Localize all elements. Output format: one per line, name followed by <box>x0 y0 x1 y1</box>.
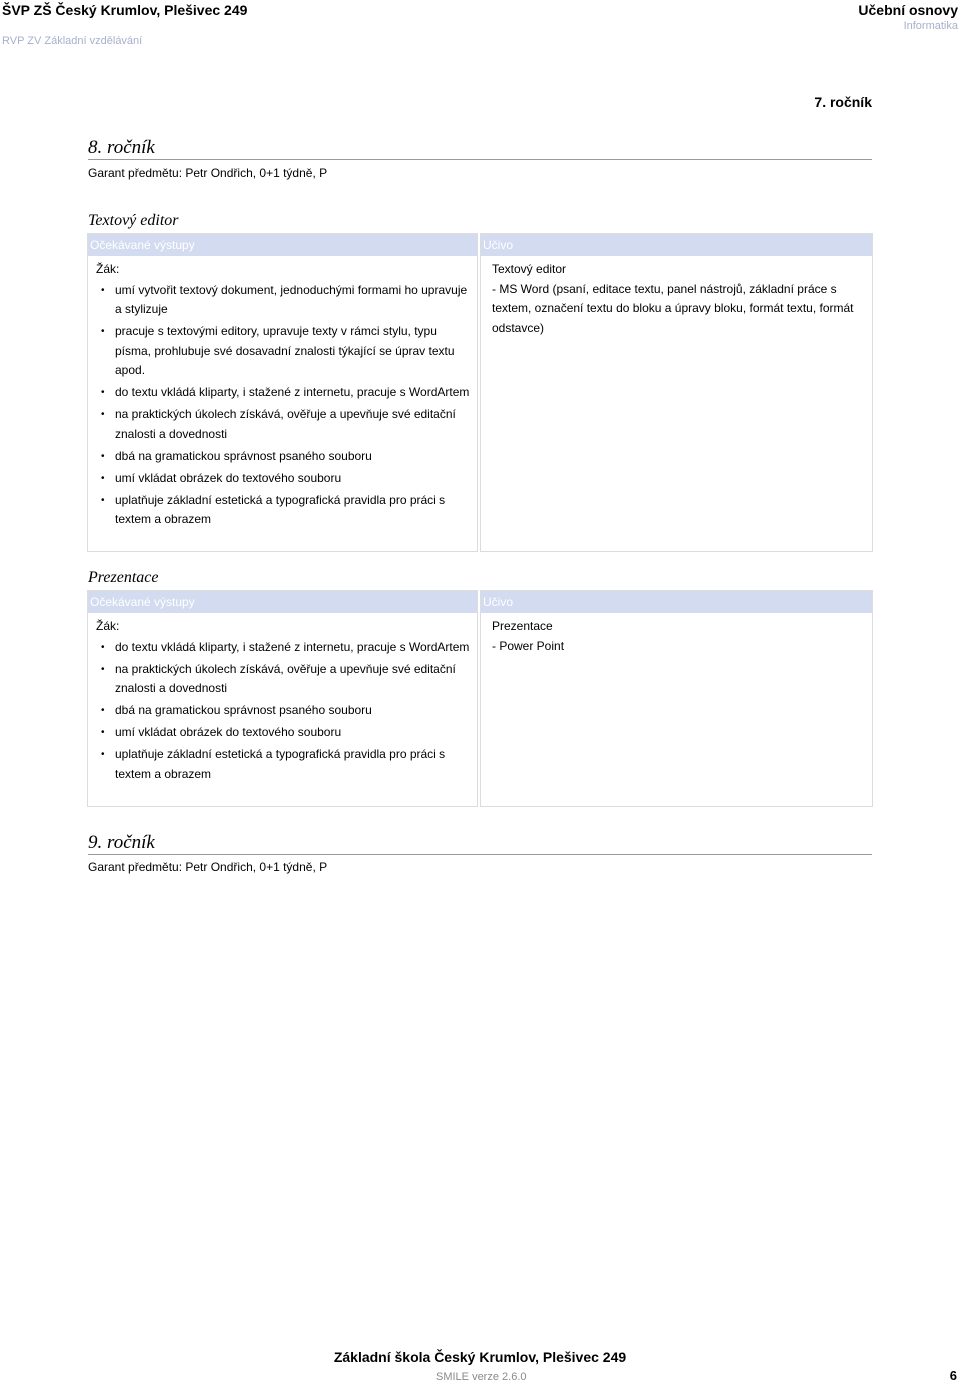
zak-label: Žák: <box>96 619 120 633</box>
outcome-item: • umí vkládat obrázek do textového souboru <box>96 469 473 489</box>
outcome-item: • na praktických úkolech získává, ověřuje a upevňuje své editační znalosti a dovednosti <box>101 407 456 441</box>
footer-version: SMILE verze 2.6.0 <box>436 1371 527 1383</box>
outcomes-column <box>87 233 478 552</box>
outcome-item: • uplatňuje základní estetická a typografická pravidla pro práci s textem a obrazem <box>101 747 446 781</box>
grade-8-garant: Garant předmětu: Petr Ondřich, 0+1 týdně, P <box>88 166 328 180</box>
outcome-item: • uplatňuje základní estetická a typografická pravidla pro práci s textem a obrazem <box>101 492 446 526</box>
bullet-icon: • <box>101 387 105 398</box>
bullet-icon: • <box>101 641 105 653</box>
bullet-icon: • <box>101 326 105 337</box>
bullet-icon: • <box>101 494 105 506</box>
outcome-item: • dbá na gramatickou správnost psaného souboru <box>96 701 473 721</box>
outcome-item: • do textu vkládá kliparty, i stažené z internetu, pracuje s WordArtem <box>96 383 473 403</box>
outcome-item: • pracuje s textovými editory, upravuje texty v rámci stylu, typu písma, prohlubuje své dosavadní znalosti týkající se úprav textu apod. <box>101 324 455 377</box>
ucivo-line: Textový editor <box>492 262 567 276</box>
bullet-icon: • <box>101 749 105 760</box>
previous-grade-label: 7. ročník <box>814 94 872 110</box>
ucivo-line: Prezentace <box>492 619 553 633</box>
bullet-icon: • <box>101 284 105 296</box>
ucivo-line: - MS Word (psaní, editace textu, panel nástrojů, základní práce s textem, označení textu do bloku a úpravy bloku, formát textu, formát odstavce) <box>492 281 854 335</box>
grade-9-garant: Garant předmětu: Petr Ondřich, 0+1 týdně, P <box>88 860 328 874</box>
bullet-icon: • <box>101 450 105 462</box>
outcomes-column <box>87 590 478 807</box>
outcomes-list <box>96 638 473 785</box>
footer-school-name: Základní škola Český Krumlov, Plešivec 249 <box>333 1349 627 1365</box>
header-rvp: RVP ZV Základní vzdělávání <box>2 35 143 47</box>
bullet-icon: • <box>101 472 105 484</box>
bullet-icon: • <box>101 705 105 716</box>
ucivo-header: Učivo <box>481 234 872 256</box>
grade-9-title: 9. ročník <box>88 832 872 855</box>
outcomes-header: Očekávané výstupy <box>88 234 477 256</box>
ucivo-line: - Power Point <box>492 638 565 653</box>
outcome-item: • umí vkládat obrázek do textového souboru <box>96 723 473 743</box>
header-subject: Informatika <box>903 20 958 32</box>
topic-title-textovy-editor: Textový editor <box>88 212 179 229</box>
grade-8-title: 8. ročník <box>88 137 872 160</box>
outcome-item: • na praktických úkolech získává, ověřuje a upevňuje své editační znalosti a dovednosti <box>101 661 456 695</box>
header-document-title: Učební osnovy <box>858 2 958 18</box>
bullet-icon: • <box>101 727 105 738</box>
zak-label: Žák: <box>96 262 120 276</box>
ucivo-column <box>480 590 873 807</box>
ucivo-column <box>480 233 873 552</box>
outcomes-header: Očekávané výstupy <box>88 591 477 613</box>
bullet-icon: • <box>101 663 105 675</box>
outcomes-list <box>96 281 473 530</box>
page-number: 6 <box>949 1368 957 1383</box>
ucivo-header: Učivo <box>481 591 872 613</box>
header-school-name: ŠVP ZŠ Český Krumlov, Plešivec 249 <box>2 2 248 18</box>
bullet-icon: • <box>101 409 105 420</box>
outcome-item: • do textu vkládá kliparty, i stažené z internetu, pracuje s WordArtem <box>96 638 473 658</box>
outcome-item: • dbá na gramatickou správnost psaného souboru <box>96 447 473 467</box>
outcome-item: • umí vytvořit textový dokument, jednoduchými formami ho upravuje a stylizuje <box>101 282 468 316</box>
topic-title-prezentace: Prezentace <box>88 569 159 586</box>
